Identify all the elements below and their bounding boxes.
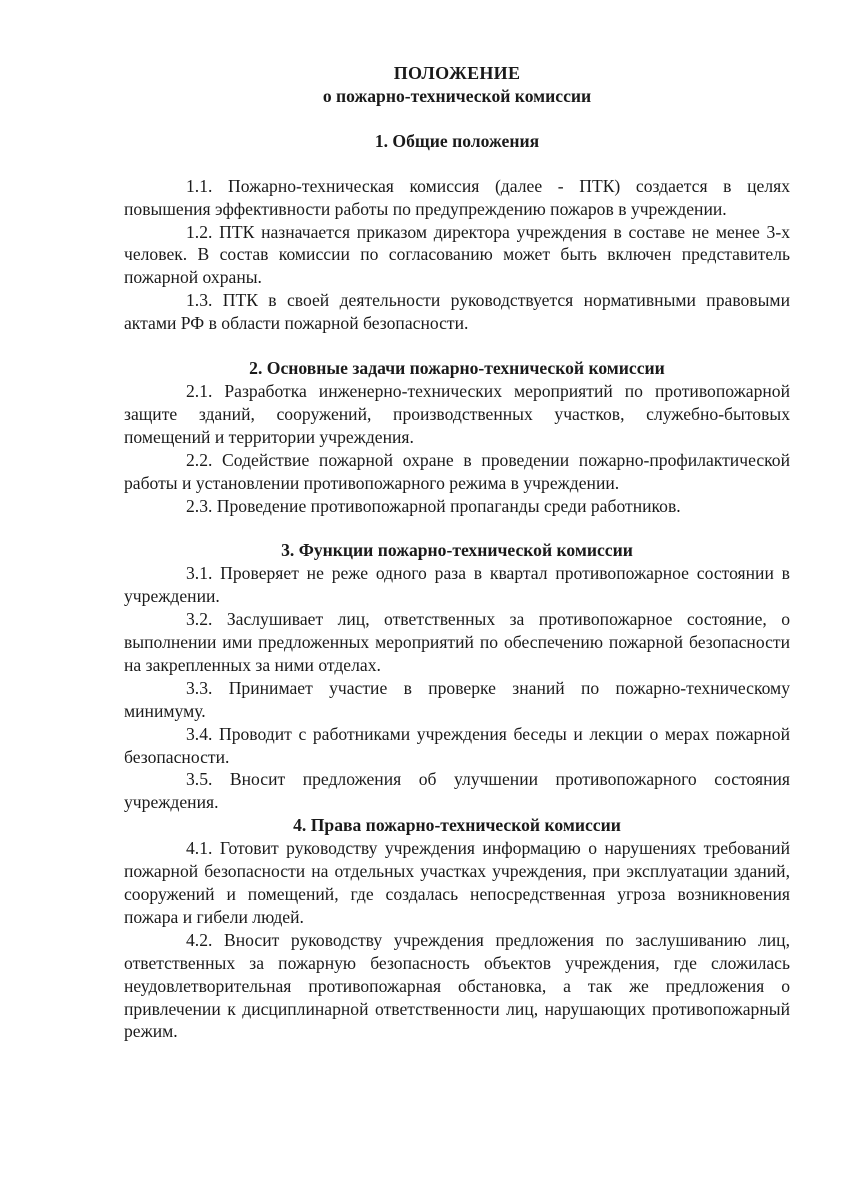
paragraph: 1.1. Пожарно-техническая комиссия (далее - ПТК) создается в целях повышения эффективности работы по предупреждению пожаров в учреждении. — [124, 175, 790, 219]
section-heading: 1. Общие положения — [374, 130, 540, 151]
paragraph: 3.2. Заслушивает лиц, ответственных за противопожарное состояние, о выполнении ими предложенных мероприятий по обеспечению пожарной безопасности на закрепленных за ними отделах. — [124, 609, 790, 675]
section-heading: 2. Основные задачи пожарно-технической комиссии — [249, 358, 665, 379]
spacer — [124, 517, 790, 539]
spacer — [124, 153, 790, 175]
document-title: ПОЛОЖЕНИЕ — [393, 63, 521, 83]
section-functions — [124, 539, 790, 814]
paragraph: 2.2. Содействие пожарной охране в проведении пожарно-профилактической работы и установлении противопожарного режима в учреждении. — [124, 449, 790, 493]
document-subtitle: о пожарно-технической комиссии — [322, 85, 592, 106]
section-tasks — [124, 357, 790, 517]
paragraph: 2.1. Разработка инженерно-технических мероприятий по противопожарной защите зданий, сооружений, производственных участков, служебно-бытовых помещений и территории учреждения. — [124, 380, 790, 447]
section-heading: 3. Функции пожарно-технической комиссии — [281, 540, 633, 561]
paragraph: 1.3. ПТК в своей деятельности руководствуется нормативными правовыми актами РФ в области пожарной безопасности. — [124, 290, 790, 334]
paragraph: 3.1. Проверяет не реже одного раза в квартал противопожарное состоянии в учреждении. — [124, 563, 790, 607]
paragraph: 2.3. Проведение противопожарной пропаганды среди работников. — [186, 495, 681, 516]
paragraph: 3.5. Вносит предложения об улучшении противопожарного состояния учреждения. — [124, 769, 790, 813]
section-heading: 4. Права пожарно-технической комиссии — [293, 815, 621, 836]
paragraph: 4.1. Готовит руководству учреждения информацию о нарушениях требований пожарной безопасности на отдельных участках учреждения, при эксплуатации зданий, сооружений и помещений, где создалась непосредственная угроза возникновения пожара и гибели людей. — [124, 838, 790, 927]
spacer — [124, 335, 790, 357]
paragraph: 1.2. ПТК назначается приказом директора учреждения в составе не менее 3-х человек. В состав комиссии по согласованию может быть включен представитель пожарной охраны. — [124, 221, 790, 288]
spacer — [124, 108, 790, 130]
paragraph: 3.3. Принимает участие в проверке знаний по пожарно-техническому минимуму. — [124, 677, 790, 721]
document-page — [124, 62, 790, 1043]
section-rights — [124, 814, 790, 1043]
paragraph: 4.2. Вносит руководству учреждения предложения по заслушиванию лиц, ответственных за пожарную безопасность объектов учреждения, где сложилась неудовлетворительная противопожарная обстановка, а так же предложения о привлечении к дисциплинарной ответственности лиц, нарушающих противопожарный режим. — [124, 929, 790, 1042]
paragraph: 3.4. Проводит с работниками учреждения беседы и лекции о мерах пожарной безопасности. — [124, 723, 790, 767]
section-general — [124, 130, 790, 335]
